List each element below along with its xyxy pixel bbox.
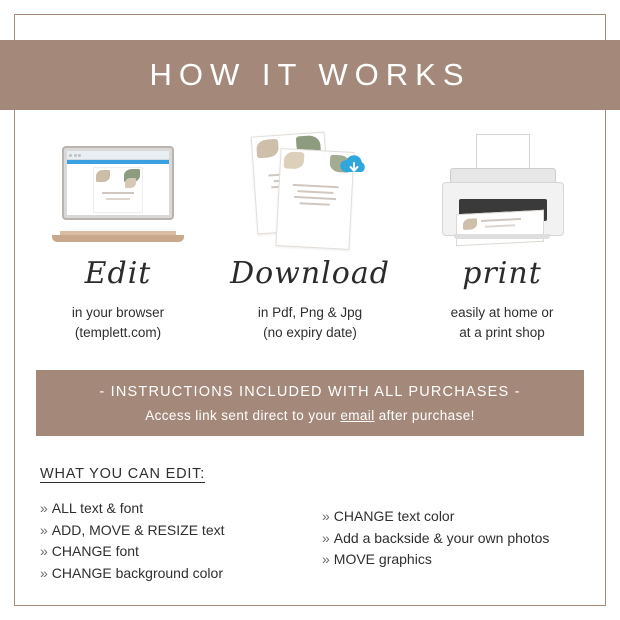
step-download — [214, 118, 406, 348]
list-item — [322, 506, 588, 528]
download-illustration — [214, 118, 406, 246]
laptop-illustration — [22, 118, 214, 246]
instructions-sub-before: Access link sent direct to your — [145, 407, 341, 423]
floral-accent-icon — [96, 170, 110, 182]
caption-line-2: (no expiry date) — [263, 325, 357, 341]
list-item — [322, 549, 588, 571]
step-label-print: print — [462, 256, 542, 291]
caption-line-2: at a print shop — [459, 325, 545, 341]
preview-text-line — [102, 192, 134, 194]
step-label-download: Download — [230, 256, 390, 291]
floral-accent-icon — [283, 151, 304, 169]
browser-toolbar — [67, 151, 169, 160]
list-item — [40, 498, 322, 520]
bullet-icon: » — [40, 543, 48, 560]
printed-text-line — [485, 224, 515, 228]
laptop-screen — [67, 151, 169, 215]
edit-list-right — [322, 498, 588, 585]
list-item-label: Add a backside & your own photos — [333, 529, 550, 546]
cloud-download-icon — [337, 152, 371, 178]
instructions-title: - INSTRUCTIONS INCLUDED WITH ALL PURCHASES - — [99, 383, 521, 400]
preview-text-line — [106, 198, 130, 200]
header-banner — [0, 40, 620, 110]
instructions-subtitle — [145, 408, 475, 423]
bullet-icon: » — [40, 521, 48, 538]
step-caption-edit — [72, 303, 164, 344]
list-item — [40, 520, 322, 542]
instructions-banner — [36, 370, 584, 436]
bullet-icon: » — [322, 551, 330, 568]
step-label-edit: Edit — [84, 256, 152, 291]
printer-icon — [432, 134, 572, 246]
printed-sheet — [456, 210, 544, 247]
list-item-label: CHANGE text color — [333, 508, 455, 524]
floral-accent-icon — [463, 218, 477, 230]
laptop-base — [52, 235, 184, 242]
caption-line-1: in your browser — [71, 305, 165, 320]
floral-accent-icon — [255, 139, 278, 158]
steps-row — [22, 118, 598, 348]
printed-text-line — [481, 218, 521, 222]
step-caption-download — [258, 303, 362, 344]
list-item-label: ALL text & font — [51, 500, 144, 516]
list-item-label: CHANGE background color — [51, 565, 223, 582]
caption-line-1: easily at home or — [450, 305, 554, 320]
step-print — [406, 118, 598, 348]
printer-base — [454, 234, 550, 239]
bullet-icon: » — [322, 529, 330, 546]
laptop-lid — [62, 146, 174, 220]
edit-list-left — [40, 498, 322, 585]
floral-accent-icon — [125, 178, 136, 188]
instructions-sub-after: after purchase! — [374, 407, 475, 423]
bullet-icon: » — [40, 500, 48, 516]
page-title: HOW IT WORKS — [149, 57, 471, 92]
printer-illustration — [406, 118, 598, 246]
list-item — [40, 541, 322, 563]
bullet-icon: » — [40, 565, 48, 582]
edit-section-heading: WHAT YOU CAN EDIT: — [40, 466, 206, 482]
invitation-cards — [248, 134, 373, 246]
instructions-email-word: email — [340, 407, 375, 423]
list-item-label: MOVE graphics — [333, 551, 432, 568]
list-item-label: CHANGE font — [51, 543, 139, 560]
bullet-icon: » — [322, 508, 330, 524]
paper-input — [476, 134, 530, 172]
caption-line-1: in Pdf, Png & Jpg — [257, 305, 363, 320]
card-preview — [93, 167, 143, 213]
laptop-icon — [52, 146, 184, 246]
browser-accent-bar — [67, 160, 169, 164]
edit-section-columns — [40, 498, 588, 585]
caption-line-2: (templett.com) — [74, 325, 162, 341]
list-item — [322, 528, 588, 550]
list-item-label: ADD, MOVE & RESIZE text — [51, 521, 225, 538]
list-item — [40, 563, 322, 585]
step-caption-print — [451, 303, 554, 344]
step-edit — [22, 118, 214, 348]
